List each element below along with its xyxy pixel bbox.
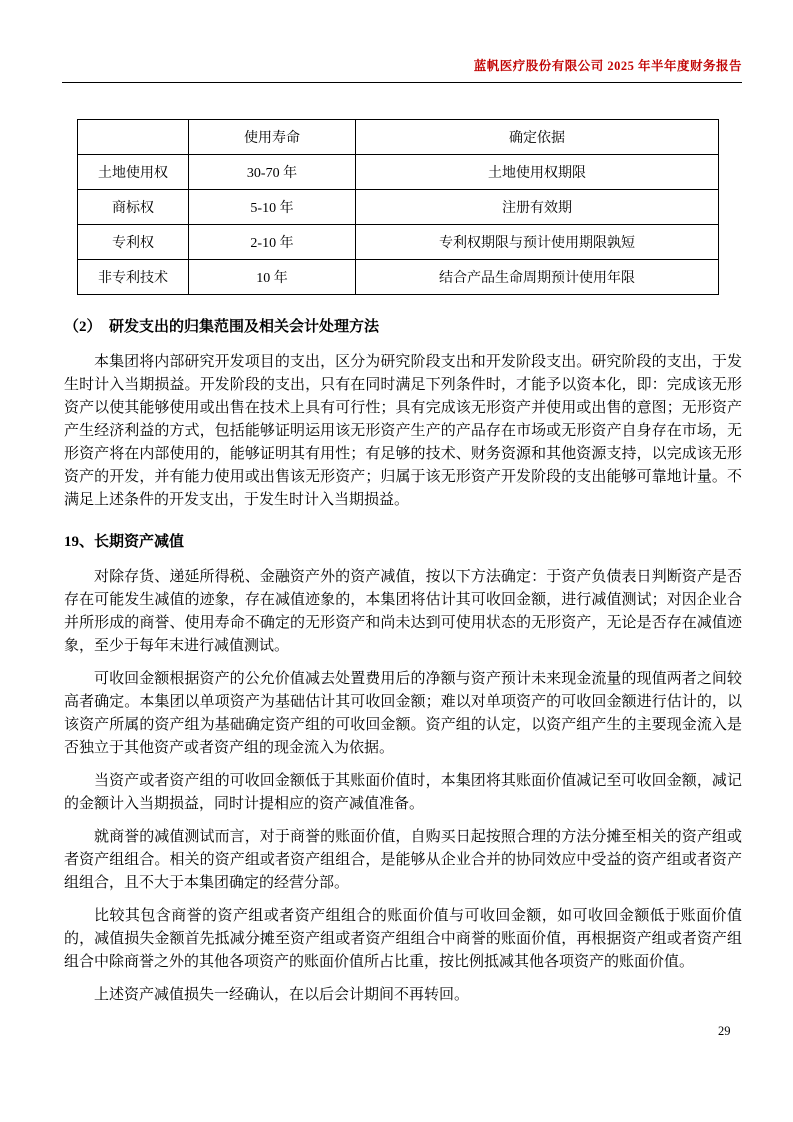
table-header-row [78,120,719,155]
intangible-assets-table [77,119,719,295]
page-header [0,0,793,75]
paragraph: 对除存货、递延所得税、金融资产外的资产减值，按以下方法确定：于资产负债表日判断资产是否存在可能发生减值的迹象，存在减值迹象的，本集团将估计其可收回金额，进行减值测试；对因企业合并所形成的商誉、使用寿命不确定的无形资产和尚未达到可使用状态的无形资产，无论是否存在减值迹象，至少于每年末进行减值测试。 [64,569,742,654]
table-cell: 专利权 [78,225,189,260]
table-header-useful-life: 使用寿命 [189,120,356,155]
table-row [78,190,719,225]
report-header-title: 蓝帆医疗股份有限公司 2025 年半年度财务报告 [473,59,742,73]
table-cell: 商标权 [78,190,189,225]
page-content [0,119,793,1007]
table-cell: 5-10 年 [189,190,356,225]
table-header-basis: 确定依据 [356,120,719,155]
table-cell: 土地使用权 [78,155,189,190]
table-row [78,155,719,190]
paragraph: 上述资产减值损失一经确认，在以后会计期间不再转回。 [94,987,470,1003]
section-heading-rd-expenditure: （2） 研发支出的归集范围及相关会计处理方法 [64,319,380,335]
paragraph: 当资产或者资产组的可收回金额低于其账面价值时，本集团将其账面价值减记至可收回金额，减记的金额计入当期损益，同时计提相应的资产减值准备。 [64,773,742,812]
table-row [78,260,719,295]
paragraph: 可收回金额根据资产的公允价值减去处置费用后的净额与资产预计未来现金流量的现值两者之间较高者确定。本集团以单项资产为基础估计其可收回金额；难以对单项资产的可收回金额进行估计的，以该资产所属的资产组为基础确定资产组的可收回金额。资产组的认定，以资产组产生的主要现金流入是否独立于其他资产或者资产组的现金流入为依据。 [64,671,742,756]
table-cell: 30-70 年 [189,155,356,190]
table-header-asset [78,120,189,155]
table-cell: 10 年 [189,260,356,295]
header-divider [62,82,742,83]
section-heading-long-term-asset-impairment: 19、长期资产减值 [64,534,185,550]
table-cell: 结合产品生命周期预计使用年限 [356,260,719,295]
page-number: 29 [718,1024,731,1038]
paragraph: 就商誉的减值测试而言，对于商誉的账面价值，自购买日起按照合理的方法分摊至相关的资产组或者资产组组合。相关的资产组或者资产组组合，是能够从企业合并的协同效应中受益的资产组或者资产组组合，且不大于本集团确定的经营分部。 [64,829,742,891]
table-cell: 土地使用权期限 [356,155,719,190]
paragraph: 本集团将内部研究开发项目的支出，区分为研究阶段支出和开发阶段支出。研究阶段的支出，于发生时计入当期损益。开发阶段的支出，只有在同时满足下列条件时，才能予以资本化，即：完成该无形资产以使其能够使用或出售在技术上具有可行性；具有完成该无形资产并使用或出售的意图；无形资产产生经济利益的方式，包括能够证明运用该无形资产生产的产品存在市场或无形资产自身存在市场，无形资产将在内部使用的，能够证明其有用性；有足够的技术、财务资源和其他资源支持，以完成该无形资产的开发，并有能力使用或出售该无形资产；归属于该无形资产开发阶段的支出能够可靠地计量。不满足上述条件的开发支出，于发生时计入当期损益。 [64,354,742,508]
table-row [78,225,719,260]
paragraph: 比较其包含商誉的资产组或者资产组组合的账面价值与可收回金额，如可收回金额低于账面价值的，减值损失金额首先抵减分摊至资产组或者资产组组合中商誉的账面价值，再根据资产组或者资产组组合中除商誉之外的其他各项资产的账面价值所占比重，按比例抵减其他各项资产的账面价值。 [64,908,742,970]
table-cell: 注册有效期 [356,190,719,225]
table-cell: 专利权期限与预计使用期限孰短 [356,225,719,260]
table-cell: 2-10 年 [189,225,356,260]
table-cell: 非专利技术 [78,260,189,295]
